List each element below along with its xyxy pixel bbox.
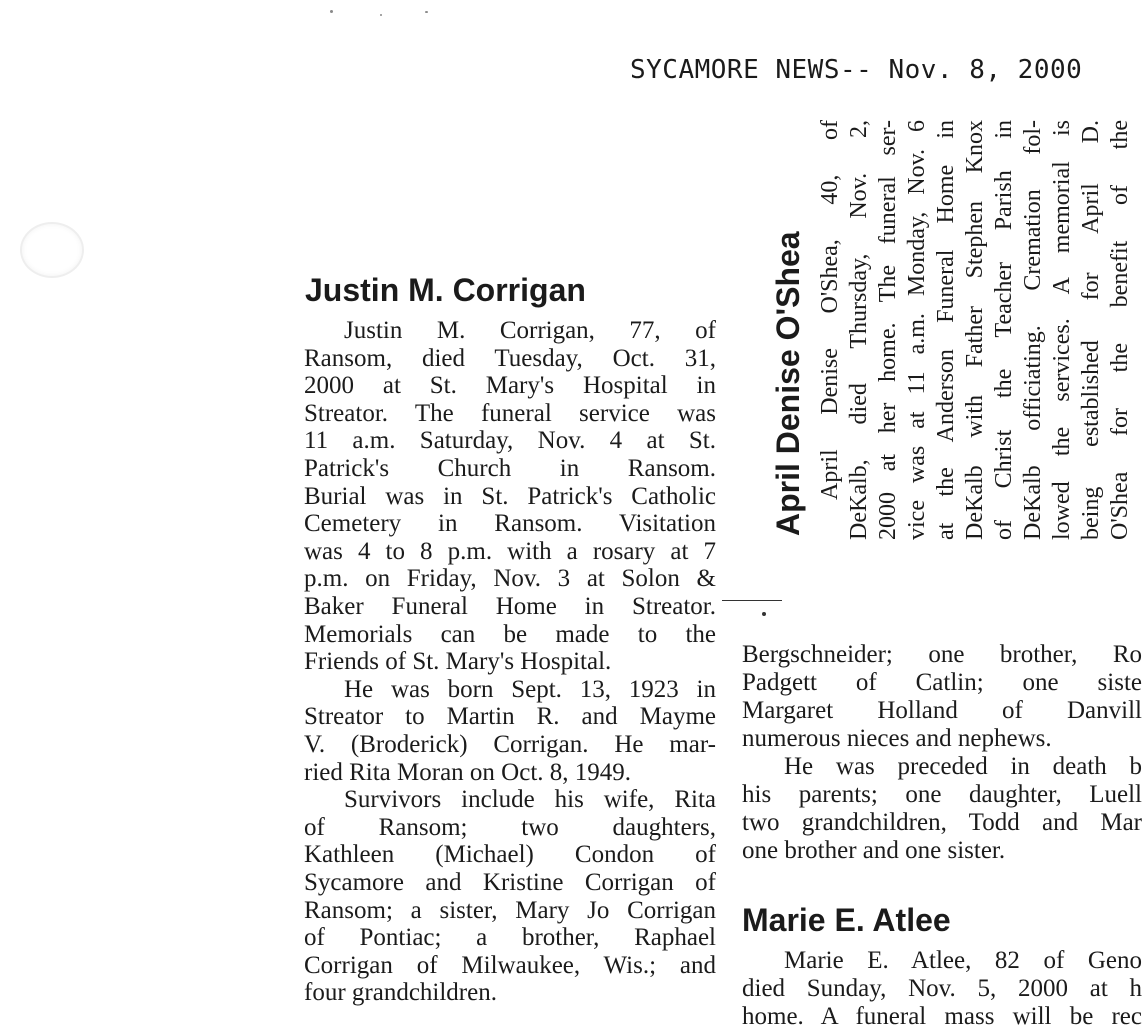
corrigan-line: Cemetery in Ransom. Visitation bbox=[304, 510, 716, 538]
corrigan-line: Ransom, died Tuesday, Oct. 31, bbox=[304, 344, 716, 372]
continuation-line: Margaret Holland of Danvill bbox=[742, 697, 1142, 724]
corrigan-line: of Ransom; two daughters, bbox=[304, 813, 716, 841]
oshea-block bbox=[770, 100, 1133, 560]
oshea-line: 2000 at her home. The funeral ser- bbox=[875, 120, 901, 540]
corrigan-line: Memorials can be made to the bbox=[304, 620, 716, 648]
oshea-line: April Denise O'Shea, 40, of bbox=[817, 120, 843, 500]
oshea-line: O'Shea for the benefit of the bbox=[1107, 120, 1133, 540]
corrigan-line: Justin M. Corrigan, 77, of bbox=[344, 317, 716, 344]
continuation-line: his parents; one daughter, Luell bbox=[742, 781, 1142, 808]
corrigan-line: V. (Broderick) Corrigan. He mar- bbox=[304, 731, 716, 758]
corrigan-line: Sycamore and Kristine Corrigan of bbox=[304, 869, 716, 896]
atlee-line: died Sunday, Nov. 5, 2000 at h bbox=[742, 975, 1142, 1002]
column-divider bbox=[722, 600, 782, 601]
corrigan-line: 2000 at St. Mary's Hospital in bbox=[304, 372, 716, 400]
corrigan-line: Friends of St. Mary's Hospital. bbox=[304, 648, 612, 676]
continuation-line: He was preceded in death b bbox=[784, 753, 1142, 780]
corrigan-line: Streator to Martin R. and Mayme bbox=[304, 703, 716, 731]
oshea-line: lowed the services. A memorial is bbox=[1049, 120, 1075, 540]
oshea-line: being established for April D. bbox=[1078, 120, 1104, 540]
ink-speck bbox=[425, 11, 428, 13]
oshea-line: vice was at 11 a.m. Monday, Nov. 6 bbox=[904, 120, 930, 540]
corrigan-title: Justin M. Corrigan bbox=[305, 272, 586, 308]
oshea-title: April Denise O'Shea bbox=[770, 231, 806, 536]
ink-speck bbox=[762, 612, 766, 616]
atlee-title: Marie E. Atlee bbox=[742, 902, 951, 938]
ink-speck bbox=[330, 10, 333, 13]
atlee-line: home. A funeral mass will be rec bbox=[742, 1003, 1142, 1030]
masthead: SYCAMORE NEWS-- Nov. 8, 2000 bbox=[630, 55, 1083, 85]
corrigan-line: Kathleen (Michael) Condon of bbox=[304, 841, 716, 869]
oshea-line: DeKalb with Father Stephen Knox bbox=[962, 120, 988, 540]
corrigan-line: Burial was in St. Patrick's Catholic bbox=[304, 482, 716, 510]
corrigan-line: of Pontiac; a brother, Raphael bbox=[304, 924, 716, 952]
oshea-line: DeKalb, died Thursday, Nov. 2, bbox=[846, 120, 872, 540]
continuation-line: Padgett of Catlin; one siste bbox=[742, 669, 1142, 696]
corrigan-line: 11 a.m. Saturday, Nov. 4 at St. bbox=[304, 427, 716, 455]
continuation-line: two grandchildren, Todd and Mar bbox=[742, 809, 1142, 836]
ink-speck bbox=[380, 14, 382, 16]
continuation-line: one brother and one sister. bbox=[742, 837, 1006, 864]
oshea-line: DeKalb officiating. Cremation fol- bbox=[1020, 120, 1046, 540]
corrigan-line: Streator. The funeral service was bbox=[304, 399, 716, 427]
continuation-line: Bergschneider; one brother, Ro bbox=[742, 641, 1142, 668]
page-smudge bbox=[20, 222, 84, 278]
atlee-line: Marie E. Atlee, 82 of Geno bbox=[784, 947, 1142, 974]
corrigan-line: He was born Sept. 13, 1923 in bbox=[344, 675, 716, 703]
oshea-line: of Christ the Teacher Parish in bbox=[991, 120, 1017, 540]
corrigan-line: Ransom; a sister, Mary Jo Corrigan bbox=[304, 896, 716, 924]
corrigan-line: ried Rita Moran on Oct. 8, 1949. bbox=[304, 758, 632, 786]
corrigan-line: was 4 to 8 p.m. with a rosary at 7 bbox=[304, 537, 716, 565]
oshea-line: at the Anderson Funeral Home in bbox=[933, 120, 959, 540]
corrigan-line: p.m. on Friday, Nov. 3 at Solon & bbox=[304, 565, 716, 593]
corrigan-line: four grandchildren. bbox=[304, 979, 497, 1007]
continuation-line: numerous nieces and nephews. bbox=[742, 725, 1052, 752]
corrigan-line: Corrigan of Milwaukee, Wis.; and bbox=[304, 951, 716, 979]
corrigan-line: Patrick's Church in Ransom. bbox=[304, 455, 716, 482]
corrigan-line: Survivors include his wife, Rita bbox=[344, 786, 716, 814]
corrigan-line: Baker Funeral Home in Streator. bbox=[304, 593, 716, 620]
